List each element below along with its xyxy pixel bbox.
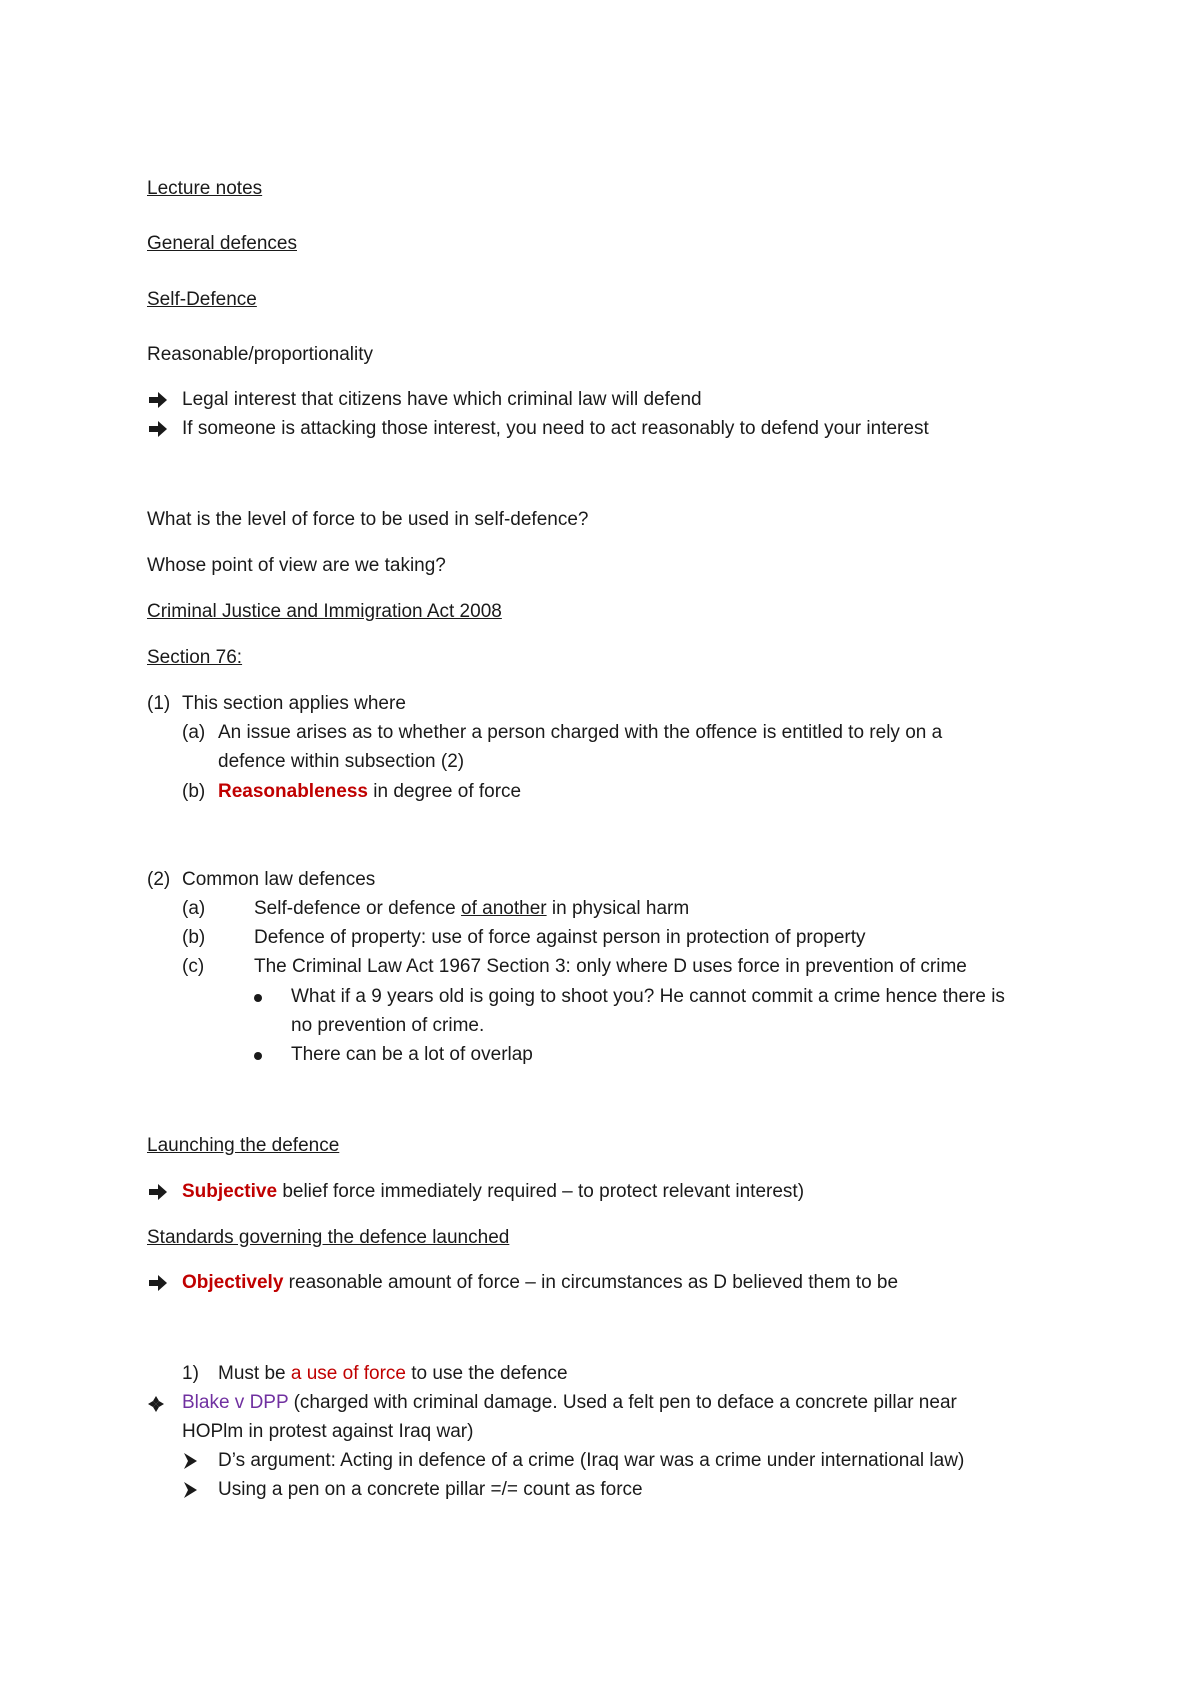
subsection-2-number: (2) [147,869,171,890]
arrow-right-icon [147,389,169,411]
arrow-item: Legal interest that citizens have which criminal law will defend [182,389,702,410]
bullet-text-line1: What if a 9 years old is going to shoot you? He cannot commit a crime hence there is [291,986,1005,1007]
act-title: Criminal Justice and Immigration Act 2008 [147,601,502,622]
question-level-of-force: What is the level of force to be used in self-defence? [147,509,589,530]
heading-general-defences: General defences [147,233,297,254]
section-title: Section 76: [147,647,243,668]
must-pre: Must be [218,1363,291,1384]
subsection-1-text: This section applies where [182,693,406,714]
standards-arrow-item [182,1271,898,1295]
reasonableness-term: Reasonableness [218,781,368,802]
subsection-1b-number: (b) [182,781,206,802]
subsection-2a-post: in physical harm [546,898,690,919]
blake-case-line2: HOPlm in protest against Iraq war) [182,1421,474,1442]
use-of-force-term: a use of force [290,1363,406,1384]
arrow-right-icon [147,1181,169,1203]
question-point-of-view: Whose point of view are we taking? [147,555,446,576]
launching-heading: Launching the defence [147,1135,340,1156]
subsection-2a-number: (a) [182,898,206,919]
subsection-2c-number: (c) [182,956,205,977]
blake-case-rest: (charged with criminal damage. Used a felt pen to deface a concrete pillar near [288,1392,957,1413]
subsection-2b-number: (b) [182,927,206,948]
subsection-2a-text [254,897,689,921]
blake-case-name: Blake v DPP [182,1392,289,1413]
must-number: 1) [182,1363,199,1384]
subsection-2a-pre: Self-defence or defence [254,898,462,919]
bullet-text-overlap: There can be a lot of overlap [291,1044,533,1065]
subsection-1a-text-line2: defence within subsection (2) [218,751,465,772]
standards-arrow-rest: reasonable amount of force – in circumstances as D believed them to be [283,1272,899,1293]
arrow-item: If someone is attacking those interest, you need to act reasonably to defend your interest [182,418,929,439]
blake-sub-pen: Using a pen on a concrete pillar =/= count as force [218,1479,643,1500]
subsection-1b-rest: in degree of force [367,781,522,802]
launching-arrow-rest: belief force immediately required – to protect relevant interest) [277,1181,805,1202]
diamond-bullet-icon [147,1395,165,1413]
blake-case-line1 [182,1391,957,1415]
dot-bullet-icon [254,994,262,1002]
dot-bullet-icon [254,1052,262,1060]
arrow-right-icon [147,418,169,440]
reasonable-proportionality: Reasonable/proportionality [147,344,374,365]
subsection-1-number: (1) [147,693,171,714]
chevron-right-icon [182,1452,198,1470]
subsection-1a-text-line1: An issue arises as to whether a person charged with the offence is entitled to rely on a [218,722,943,743]
arrow-right-icon [147,1272,169,1294]
subsection-1b-text [218,780,521,804]
subjective-term: Subjective [182,1181,278,1202]
subsection-2c-text: The Criminal Law Act 1967 Section 3: only where D uses force in prevention of crime [254,956,967,977]
objectively-term: Objectively [182,1272,284,1293]
of-another-term: of another [461,898,547,919]
standards-heading: Standards governing the defence launched [147,1227,510,1248]
must-post: to use the defence [406,1363,568,1384]
subsection-1a-number: (a) [182,722,206,743]
heading-self-defence: Self-Defence [147,289,257,310]
subsection-2-text: Common law defences [182,869,376,890]
launching-arrow-item [182,1180,804,1204]
must-text [218,1362,568,1386]
subsection-2b-text: Defence of property: use of force against person in protection of property [254,927,866,948]
bullet-text-line2: no prevention of crime. [291,1015,485,1036]
blake-sub-argument: D’s argument: Acting in defence of a crime (Iraq war was a crime under international law) [218,1450,965,1471]
heading-lecture-notes: Lecture notes [147,178,263,199]
chevron-right-icon [182,1481,198,1499]
